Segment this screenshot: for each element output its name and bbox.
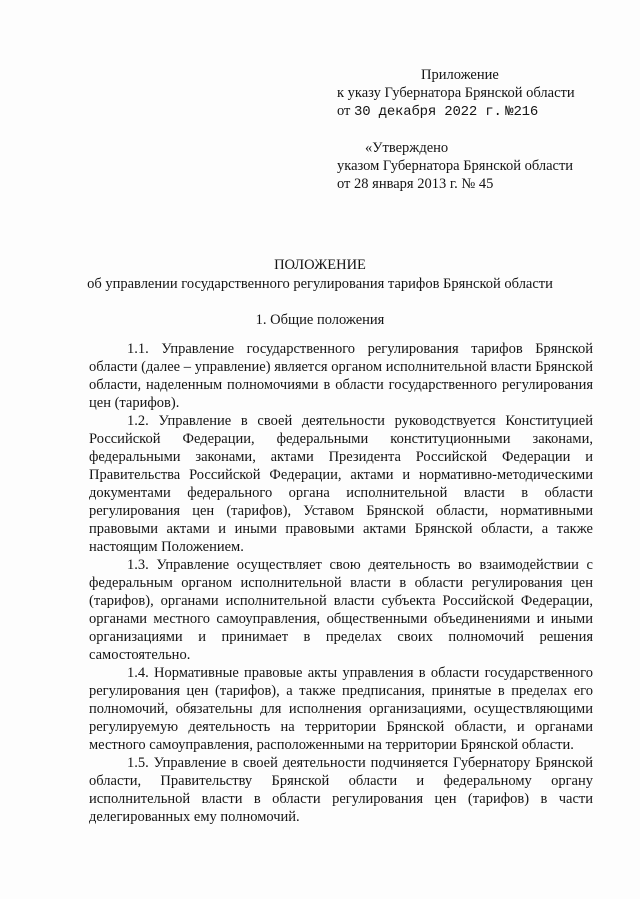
paragraph-1-2: 1.2. Управление в своей деятельности руководствуется Конституцией Российской Федерации, федеральными конституционными законами, федеральными законами, актами Президента Российской Федерации и Правительства Российской Федерации, актами и нормативно-методическими документами федерального органа исполнительной власти в области регулирования цен (тарифов), Уставом Брянской области, нормативными правовыми актами и иными правовыми актами Брянской области, а также настоящим Положением. [89, 413, 593, 555]
appendix-number: №216 [505, 104, 539, 120]
approval-block [337, 139, 607, 193]
appendix-decree-reference: к указу Губернатора Брянской области [337, 85, 575, 101]
document-body [89, 340, 593, 826]
paragraph-1-3: 1.3. Управление осуществляет свою деятельность во взаимодействии с федеральным органом исполнительной власти в области регулирования цен (тарифов), органами исполнительной власти субъекта Российской Федерации, органами местного самоуправления, общественными объединениями и иными организациями и принимает в пределах своих полномочий решения самостоятельно. [89, 557, 593, 663]
approval-decree: указом Губернатора Брянской области [337, 158, 574, 174]
paragraph-1-4: 1.4. Нормативные правовые акты управления в области государственного регулирования цен (тарифов), а также предписания, принятые в пределах его полномочий, обязательны для исполнения организациями, осуществляющими регулируемую деятельность на территории Брянской области, и органами местного самоуправления, расположенными на территории Брянской области. [89, 665, 593, 753]
paragraph-1-5: 1.5. Управление в своей деятельности подчиняется Губернатору Брянской области, Правительству Брянской области и федеральному органу исполнительной власти в области регулирования цен (тарифов) в части делегированных ему полномочий. [89, 755, 593, 825]
approval-label: «Утверждено [365, 140, 449, 156]
appendix-date-prefix: от [337, 103, 351, 119]
section-heading: 1. Общие положения [255, 312, 385, 328]
appendix-date: 30 декабря 2022 г. [354, 104, 502, 120]
paragraph-1-1: 1.1. Управление государственного регулирования тарифов Брянской области (далее – управление) является органом исполнительной власти Брянской области, наделенным полномочиями в области государственного регулирования цен (тарифов). [89, 341, 593, 411]
document-subtitle: об управлении государственного регулирования тарифов Брянской области [87, 276, 553, 292]
appendix-header [337, 66, 607, 121]
document-title: ПОЛОЖЕНИЕ [274, 257, 366, 273]
appendix-label: Приложение [421, 67, 499, 83]
approval-date: от 28 января 2013 г. № 45 [337, 176, 494, 192]
appendix-date-line [337, 102, 607, 121]
